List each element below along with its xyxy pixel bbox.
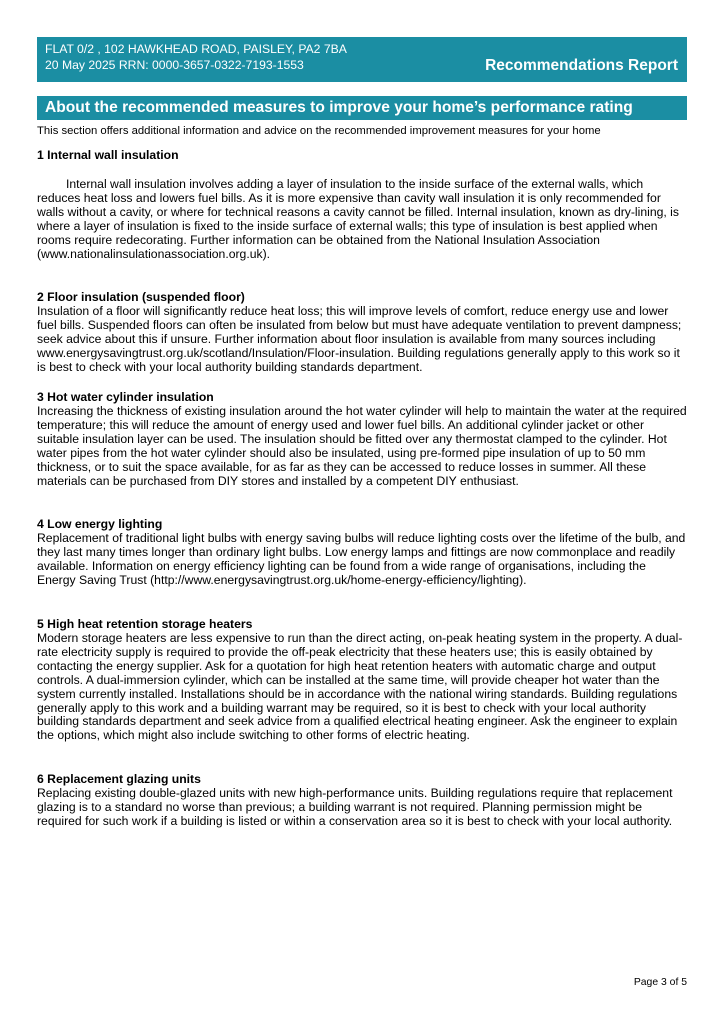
measure-title: 2 Floor insulation (suspended floor) (37, 290, 245, 304)
property-address: FLAT 0/2 , 102 HAWKHEAD ROAD, PAISLEY, PA2 7BA (45, 42, 347, 56)
date-and-rrn: 20 May 2025 RRN: 0000-3657-0322-7193-1553 (45, 58, 304, 72)
measure-description: Replacing existing double-glazed units with new high-performance units. Building regulations require that replacement glazing is to a standard no worse than previous; a building warrant is not required. Planning permission might be required for such work if a building is listed or within a conservation area so it is best to check with your local authority. (37, 786, 673, 828)
measure-hot-water-cylinder-insulation (37, 390, 687, 488)
measure-floor-insulation (37, 290, 687, 375)
measure-title: 6 Replacement glazing units (37, 772, 201, 786)
measure-internal-wall-insulation (37, 148, 687, 261)
measure-replacement-glazing (37, 772, 687, 829)
measure-description: Insulation of a floor will significantly reduce heat loss; this will improve levels of comfort, reduce energy use and lower fuel bills. Suspended floors can often be insulated from below but must have adequate ventilation to prevent dampness; seek advice about this if unsure. Further information about floor insulation is available from many sources including www.energysavingtrust.org.uk/scotland/Insulation/Floor-insulation. Building regulations generally apply to this work so it is best to check with your local authority building standards department. (37, 304, 682, 374)
report-header (37, 37, 687, 82)
measure-low-energy-lighting (37, 517, 687, 588)
measure-title: 4 Low energy lighting (37, 517, 163, 531)
measure-title: 1 Internal wall insulation (37, 148, 179, 162)
measure-description: Internal wall insulation involves adding a layer of insulation to the inside surface of the external walls, which reduces heat loss and lowers fuel bills. As it is more expensive than cavity wall insulation it is only recommended for walls without a cavity, or where for technical reasons a cavity cannot be filled. Internal insulation, known as dry-lining, is where a layer of insulation is fixed to the inside surface of external walls; this type of insulation is best applied when rooms require redecorating. Further information can be obtained from the National Insulation Association (www.nationalinsulationassociation.org.uk). (37, 177, 679, 261)
section-intro: This section offers additional information and advice on the recommended improvement measures for your home (37, 125, 601, 137)
measure-title: 5 High heat retention storage heaters (37, 617, 253, 631)
section-title: About the recommended measures to improve your home’s performance rating (37, 96, 687, 120)
measure-storage-heaters (37, 617, 687, 743)
measure-description: Increasing the thickness of existing insulation around the hot water cylinder will help to maintain the water at the required temperature; this will reduce the amount of energy used and lower fuel bills. An additional cylinder jacket or other suitable insulation layer can be used. The insulation should be fitted over any thermostat clamped to the cylinder. Hot water pipes from the hot water cylinder should also be insulated, using pre-formed pipe insulation of up to 50 mm thickness, or to suit the space available, for as far as they can be accessed to reduce losses in summer. All these materials can be purchased from DIY stores and installed by a competent DIY enthusiast. (37, 404, 687, 488)
measure-description: Replacement of traditional light bulbs with energy saving bulbs will reduce lighting costs over the lifetime of the bulb, and they last many times longer than ordinary light bulbs. Low energy lamps and fittings are now commonplace and readily available. Information on energy efficiency lighting can be found from a wide range of organisations, including the Energy Saving Trust (http://www.energysavingtrust.org.uk/home-energy-efficiency/lighting). (37, 531, 686, 587)
measure-description: Modern storage heaters are less expensive to run than the direct acting, on-peak heating system in the property. A dual-rate electricity supply is required to provide the off-peak electricity that these heaters use; this is easily obtained by contacting the energy supplier. Ask for a quotation for high heat retention heaters with automatic charge and output controls. A dual-immersion cylinder, which can be installed at the same time, will provide cheaper hot water than the system currently installed. Installations should be in accordance with the national wiring standards. Building regulations generally apply to this work and a building warrant may be required, so it is best to check with your local authority building standards department and seek advice from a qualified electrical heating engineer. Ask the engineer to explain the options, which might also include switching to other forms of electric heating. (37, 631, 683, 743)
property-details (45, 41, 347, 73)
page-number: Page 3 of 5 (633, 977, 687, 988)
measure-title: 3 Hot water cylinder insulation (37, 390, 214, 404)
report-title: Recommendations Report (485, 57, 678, 74)
